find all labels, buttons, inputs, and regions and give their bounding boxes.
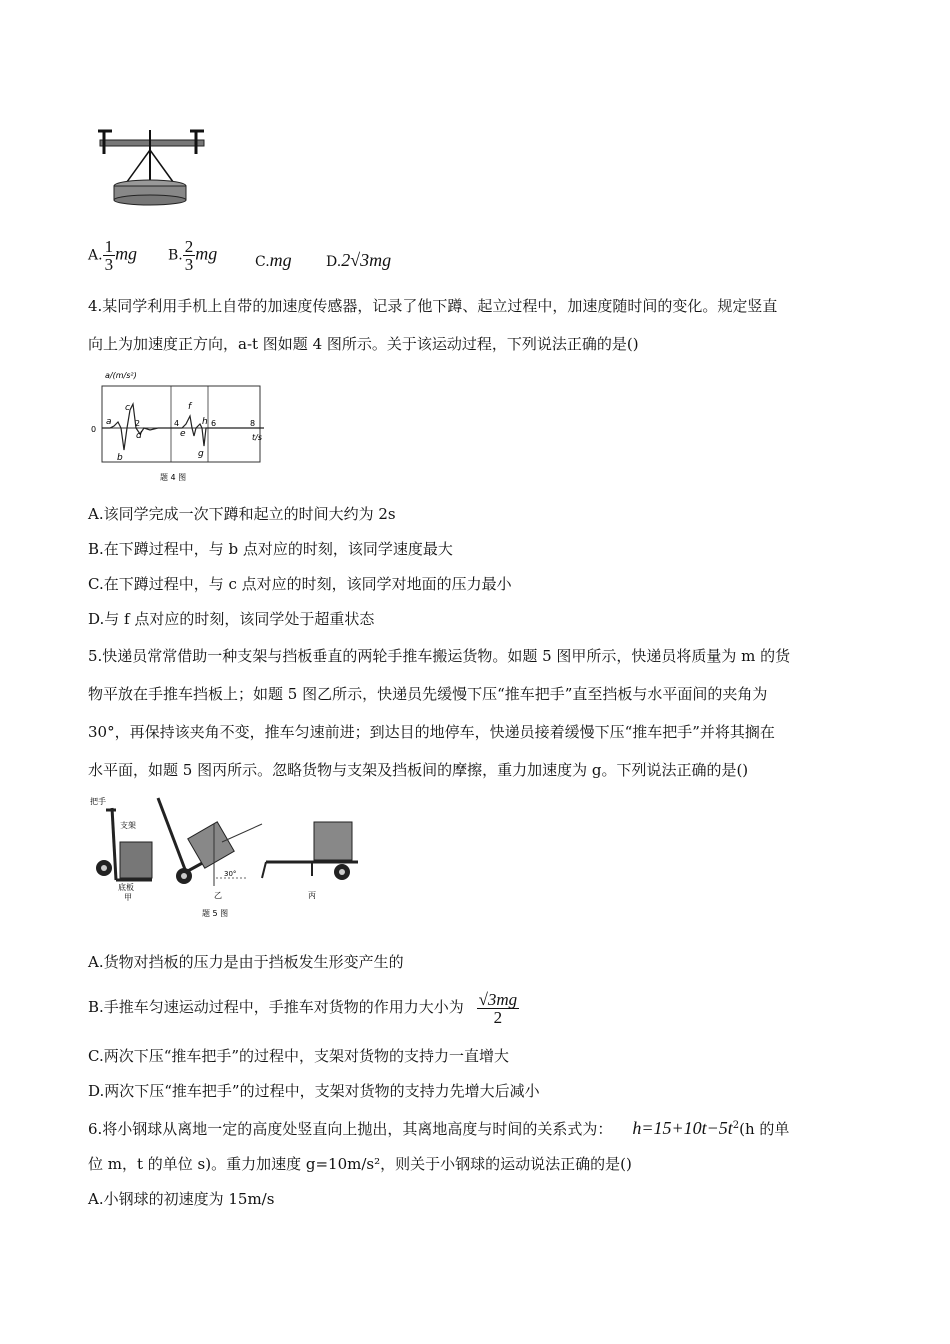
q4-point-d: d	[136, 431, 142, 441]
q4-point-a: a	[106, 417, 112, 427]
q4-tick-4: 4	[174, 419, 180, 428]
q3-option-b: B. $\frac{2}{3}$ mg	[168, 237, 218, 274]
q6-stem-line-1: 6.将小钢球从离地一定的高度处竖直向上抛出，其离地高度与时间的关系式为： $h=15+10t-5t^2(h$ 的单	[88, 1118, 790, 1138]
q3-option-a: A. $\frac{1}{3}$ mg	[88, 237, 138, 274]
q4-option-d: D.与 f 点对应的时刻，该同学处于超重状态	[88, 610, 375, 628]
q5-label-yi: 乙	[214, 891, 222, 900]
q5-label-angle: 30°	[224, 870, 237, 878]
q4-figure	[88, 366, 278, 486]
q5-label-base: 底板	[118, 883, 134, 892]
q5-stem-line-2: 物平放在手推车挡板上；如题 5 图乙所示，快递员先缓慢下压“推车把手”直至挡板与水平面间的夹角为	[88, 685, 768, 703]
q5-stem-line-4: 水平面，如题 5 图丙所示。忽略货物与支架及挡板间的摩擦，重力加速度为 g。下列说法正确的是()	[88, 761, 749, 779]
q5-figure	[86, 794, 366, 922]
q5-option-b	[88, 987, 519, 1027]
q4-tick-2: 2	[135, 419, 141, 428]
q5-option-d: D.两次下压“推车把手”的过程中，支架对货物的支持力先增大后减小	[88, 1082, 540, 1100]
q4-axis-x: t/s	[252, 433, 262, 442]
q4-point-e: e	[180, 429, 186, 439]
q4-option-c: C.在下蹲过程中，与 c 点对应的时刻，该同学对地面的压力最小	[88, 575, 512, 593]
q4-point-g: g	[198, 449, 204, 459]
q5-option-c: C.两次下压“推车把手”的过程中，支架对货物的支持力一直增大	[88, 1047, 510, 1065]
q6-option-a: A.小钢球的初速度为 15m/s	[88, 1190, 275, 1208]
q3-figure	[96, 126, 208, 206]
q5-label-handle: 把手	[90, 797, 106, 806]
q4-tick-6: 6	[211, 419, 217, 428]
q5-option-a: A.货物对挡板的压力是由于挡板发生形变产生的	[88, 953, 404, 971]
q3-option-c: C.mg	[255, 250, 292, 270]
q5-label-jia: 甲	[124, 893, 132, 902]
q5-option-b-text: B.手推车匀速运动过程中，手推车对货物的作用力大小为	[88, 998, 464, 1016]
q4-point-h: h	[202, 417, 208, 427]
q5-stem-line-3: 30°，再保持该夹角不变，推车匀速前进；到达目的地停车，快递员接着缓慢下压“推车把手”并将其搁在	[88, 723, 775, 741]
q6-stem-line-2: 位 m，t 的单位 s)。重力加速度 g=10m/s²，则关于小钢球的运动说法正确的是()	[88, 1155, 632, 1173]
q4-tick-8: 8	[250, 419, 256, 428]
q4-figure-caption: 题 4 图	[160, 473, 187, 482]
q5-option-b-fraction: $\frac{√3mg}{2}$	[478, 989, 518, 1027]
q4-point-f: f	[188, 402, 192, 412]
q4-option-a: A.该同学完成一次下蹲和起立的时间大约为 2s	[88, 505, 396, 523]
q5-figure-caption: 题 5 图	[202, 909, 229, 918]
q4-point-b: b	[117, 453, 123, 463]
q5-stem-line-1: 5.快递员常常借助一种支架与挡板垂直的两轮手推车搬运货物。如题 5 图甲所示，快递员将质量为 m 的货	[88, 647, 791, 665]
q4-tick-0: 0	[91, 425, 97, 434]
q4-option-b: B.在下蹲过程中，与 b 点对应的时刻，该同学速度最大	[88, 540, 453, 558]
q3-option-d: D.2√3mg	[326, 250, 392, 270]
q4-stem-line-2: 向上为加速度正方向，a-t 图如题 4 图所示。关于该运动过程，下列说法正确的是()	[88, 335, 639, 353]
q5-label-frame: 支架	[120, 821, 136, 830]
q5-label-bing: 丙	[308, 891, 316, 900]
q4-axis-y: a/(m/s²)	[105, 371, 137, 380]
q4-point-c: c	[125, 403, 130, 413]
q4-stem-line-1: 4.某同学利用手机上自带的加速度传感器，记录了他下蹲、起立过程中，加速度随时间的变化。规定竖直	[88, 297, 778, 315]
